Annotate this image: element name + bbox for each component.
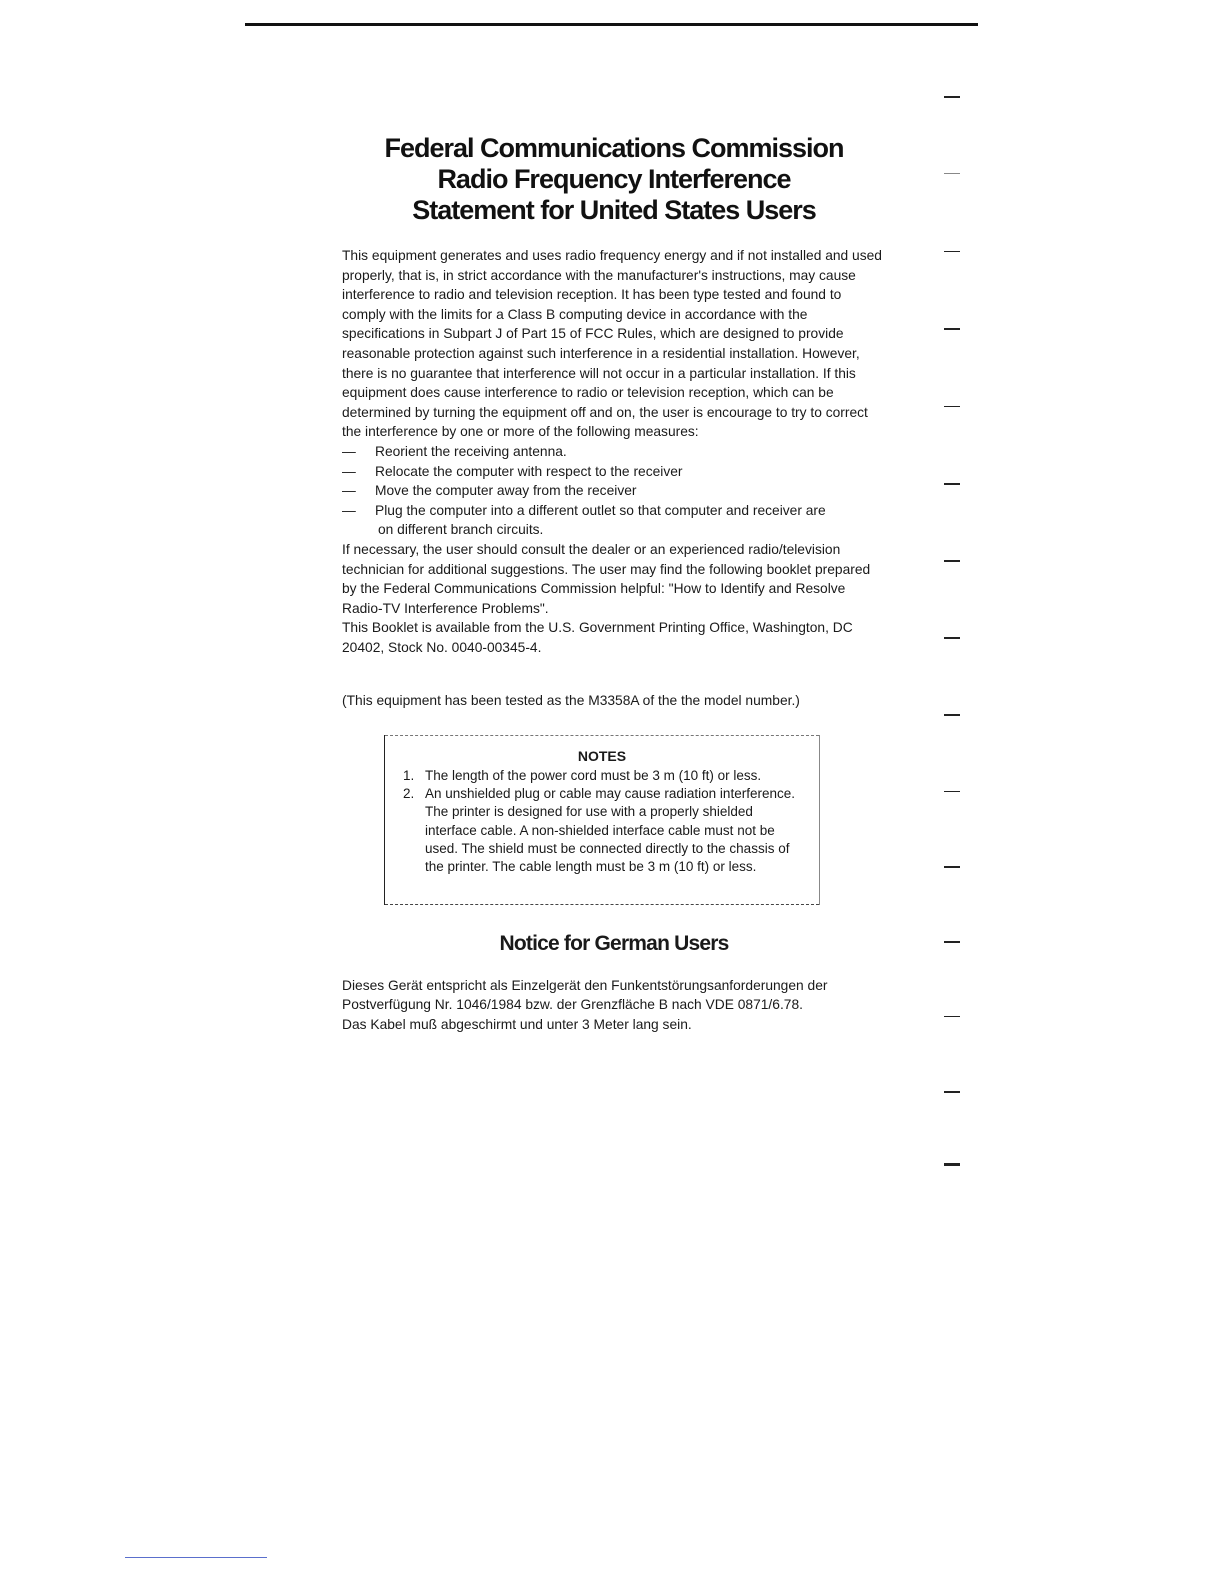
- notes-heading: NOTES: [577, 748, 627, 764]
- note-number: 2.: [403, 786, 415, 802]
- notes-list: [403, 767, 803, 876]
- page-title: [300, 133, 928, 226]
- notes-bottom-border: [385, 904, 819, 905]
- edge-tick-mark: [944, 96, 960, 98]
- note-number: 1.: [403, 768, 415, 783]
- edge-tick-mark: [944, 791, 960, 792]
- german-line-2: Das Kabel muß abgeschirmt und unter 3 Meter lang sein.: [342, 1016, 692, 1032]
- notes-box: [384, 735, 820, 905]
- edge-tick-mark: [944, 406, 960, 407]
- edge-tick-mark: [944, 714, 960, 716]
- fcc-statement: [342, 246, 882, 657]
- title-line-1: Federal Communications Commission: [384, 133, 844, 163]
- dash-marker: —: [342, 443, 356, 459]
- top-rule: [245, 23, 978, 26]
- fcc-intro-paragraph: This equipment generates and uses radio frequency energy and if not installed and used properly, that is, in strict accordance with the manufacturer's instructions, may cause interference to radio and television reception. It has been type tested and found to comply with the limits for a Class B computing device in accordance with the specifications in Subpart J of Part 15 of FCC Rules, which are designed to provide reasonable protection against such interference in a residential installation. However, there is no guarantee that interference will not occur in a particular installation. If this equipment does cause interference to radio or television reception, which can be determined by turning the equipment off and on, the user is encourage to try to correct the interference by one or more of the following measures:: [342, 248, 882, 440]
- measure-text: Plug the computer into a different outlet so that computer and receiver are: [375, 502, 826, 518]
- edge-tick-mark: [944, 941, 960, 943]
- german-notice: [342, 976, 902, 1034]
- note-text: An unshielded plug or cable may cause radiation interference. The printer is designed for use with a properly shielded interface cable. A non-shielded interface cable must not be used. The shield must be connected directly to the chassis of the printer. The cable length must be 3 m (10 ft) or less.: [425, 786, 795, 875]
- edge-tick-mark: [944, 251, 960, 252]
- title-line-3: Statement for United States Users: [412, 195, 816, 225]
- measure-text: Reorient the receiving antenna.: [375, 443, 567, 459]
- edge-tick-mark: [944, 1163, 960, 1166]
- note-text: The length of the power cord must be 3 m (10 ft) or less.: [425, 768, 762, 783]
- dash-marker: —: [342, 483, 356, 499]
- dash-marker: —: [342, 502, 356, 518]
- list-item: [342, 462, 882, 482]
- notes-top-border: [385, 735, 819, 736]
- edge-tick-mark: [944, 866, 960, 868]
- list-item: [342, 501, 882, 540]
- dash-marker: —: [342, 463, 356, 479]
- edge-tick-mark: [944, 1091, 960, 1093]
- measure-text: Move the computer away from the receiver: [375, 483, 637, 499]
- list-item: [342, 481, 882, 501]
- fcc-availability-paragraph: This Booklet is available from the U.S. Government Printing Office, Washington, DC 20402, Stock No. 0040-00345-4.: [342, 620, 853, 655]
- edge-tick-mark: [944, 328, 960, 330]
- title-line-2: Radio Frequency Interference: [437, 164, 791, 194]
- tested-note: (This equipment has been tested as the M3358A of the the model number.): [342, 693, 800, 708]
- edge-tick-mark: [944, 1016, 960, 1017]
- measure-continuation: on different branch circuits.: [378, 522, 544, 538]
- german-line-1: Dieses Gerät entspricht als Einzelgerät den Funkentstörungsanforderungen der Postverfügung Nr. 1046/1984 bzw. der Grenzfläche B nach VDE 0871/6.78.: [342, 978, 828, 1013]
- measure-text: Relocate the computer with respect to the receiver: [375, 463, 683, 479]
- edge-tick-mark: [944, 173, 960, 174]
- edge-tick-mark: [944, 483, 960, 485]
- list-item: [403, 785, 803, 876]
- list-item: [342, 442, 882, 462]
- fcc-advice-paragraph: If necessary, the user should consult the dealer or an experienced radio/television technician for additional suggestions. The user may find the following booklet prepared by the Federal Communications Commission helpful: "How to Identify and Resolve Radio-TV Interference Problems".: [342, 541, 871, 616]
- german-heading: Notice for German Users: [499, 932, 729, 955]
- edge-tick-mark: [944, 560, 960, 562]
- footer-rule: [125, 1557, 267, 1558]
- measures-list: [342, 442, 882, 540]
- edge-tick-mark: [944, 637, 960, 639]
- list-item: [403, 767, 803, 785]
